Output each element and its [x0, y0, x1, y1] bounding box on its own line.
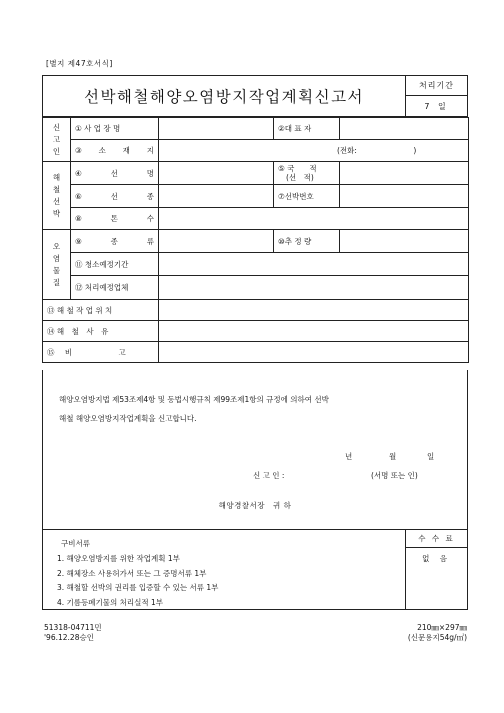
tonnage-label: ⑧ 톤 수	[71, 208, 159, 230]
form-table	[42, 117, 469, 363]
approval-date: '96.12.28승인	[44, 633, 94, 642]
estimated-quantity-field[interactable]	[340, 230, 469, 253]
attachment-item: 2. 해체장소 사용허가서 또는 그 증명서류 1부	[57, 568, 207, 578]
disposal-company-field[interactable]	[159, 276, 469, 300]
cleaning-period-field[interactable]	[159, 253, 469, 276]
form-number: [별지 제47호서식]	[46, 59, 113, 68]
attachments-title: 구비서류	[61, 539, 90, 548]
tonnage-field[interactable]	[159, 208, 469, 230]
reporter-label: 신 고 인 :	[253, 471, 285, 480]
processing-period-value: 7 일	[424, 101, 449, 111]
attachment-item: 1. 해양오염방지를 위한 작업계획 1부	[57, 554, 180, 563]
ship-type-field[interactable]	[159, 185, 274, 208]
group-ship: 해 철 선 박	[43, 162, 71, 230]
fee-label: 수 수 료	[406, 530, 467, 548]
ship-type-label: ⑥ 선 종	[71, 185, 159, 208]
remarks-label: ⑮ 비 고	[43, 342, 159, 363]
address-field[interactable]: (전화: )	[159, 140, 469, 162]
kind-label: ⑨ 종 류	[71, 230, 159, 253]
nationality-label: ⑤ 국 적 (선 적)	[274, 162, 340, 185]
attachment-item: 3. 해철할 선박의 권리를 입증할 수 있는 서류 1부	[57, 583, 219, 592]
fee-value: 없 음	[422, 553, 451, 563]
declaration-section	[42, 370, 468, 530]
form-code: 51318-04711민	[44, 623, 102, 632]
group-pollutant: 오 염 물 질	[43, 230, 71, 300]
ship-name-label: ④ 선 명	[71, 162, 159, 185]
signature-label: (서명 또는 인)	[371, 471, 418, 480]
nationality-field[interactable]	[340, 162, 469, 185]
work-location-label: ⑬ 해 철 작 업 위 치	[43, 300, 159, 321]
addressee: 해양경찰서장 귀 하	[218, 501, 292, 510]
kind-field[interactable]	[159, 230, 274, 253]
attachment-item: 4. 기름등폐기물의 처리실적 1부	[57, 597, 164, 607]
declaration-text: 해양오염방지법 제53조제4항 및 동법시행규칙 제99조제1항의 규정에 의하여 선박 해철 해양오염방지작업계획을 신고합니다.	[59, 395, 329, 423]
group-applicant: 신 고 인	[43, 118, 71, 162]
phone-label: (전화:	[337, 146, 357, 155]
ship-number-label: ⑦선박번호	[274, 185, 340, 208]
title-block	[42, 75, 468, 117]
date-day: 일	[427, 452, 435, 461]
date-year: 년	[345, 452, 353, 461]
cleaning-period-label: ⑪ 청소예정기간	[71, 253, 159, 276]
business-name-field[interactable]	[159, 118, 274, 140]
date-month: 월	[389, 452, 397, 461]
remarks-field[interactable]	[159, 342, 469, 363]
estimated-quantity-label: ⑩추 정 량	[274, 230, 340, 253]
processing-period-label: 처리기간	[406, 76, 467, 96]
ship-name-field[interactable]	[159, 162, 274, 185]
ship-number-field[interactable]	[340, 185, 469, 208]
attachments-section	[42, 530, 468, 610]
representative-label: ②대 표 자	[274, 118, 340, 140]
attachments-list	[57, 552, 218, 610]
paper-size: 210㎜×297㎜	[417, 623, 467, 632]
business-name-label: ① 사 업 장 명	[71, 118, 159, 140]
paper-type: (신문용지54g/㎡)	[407, 633, 467, 642]
reason-field[interactable]	[159, 321, 469, 342]
address-label: ③ 소 재 지	[71, 140, 159, 162]
work-location-field[interactable]	[159, 300, 469, 321]
disposal-company-label: ⑫ 처리예정업체	[71, 276, 159, 300]
representative-field[interactable]	[340, 118, 469, 140]
reason-label: ⑭ 해 철 사 유	[43, 321, 159, 342]
form-title: 선박해철해양오염방지작업계획신고서	[43, 76, 406, 116]
